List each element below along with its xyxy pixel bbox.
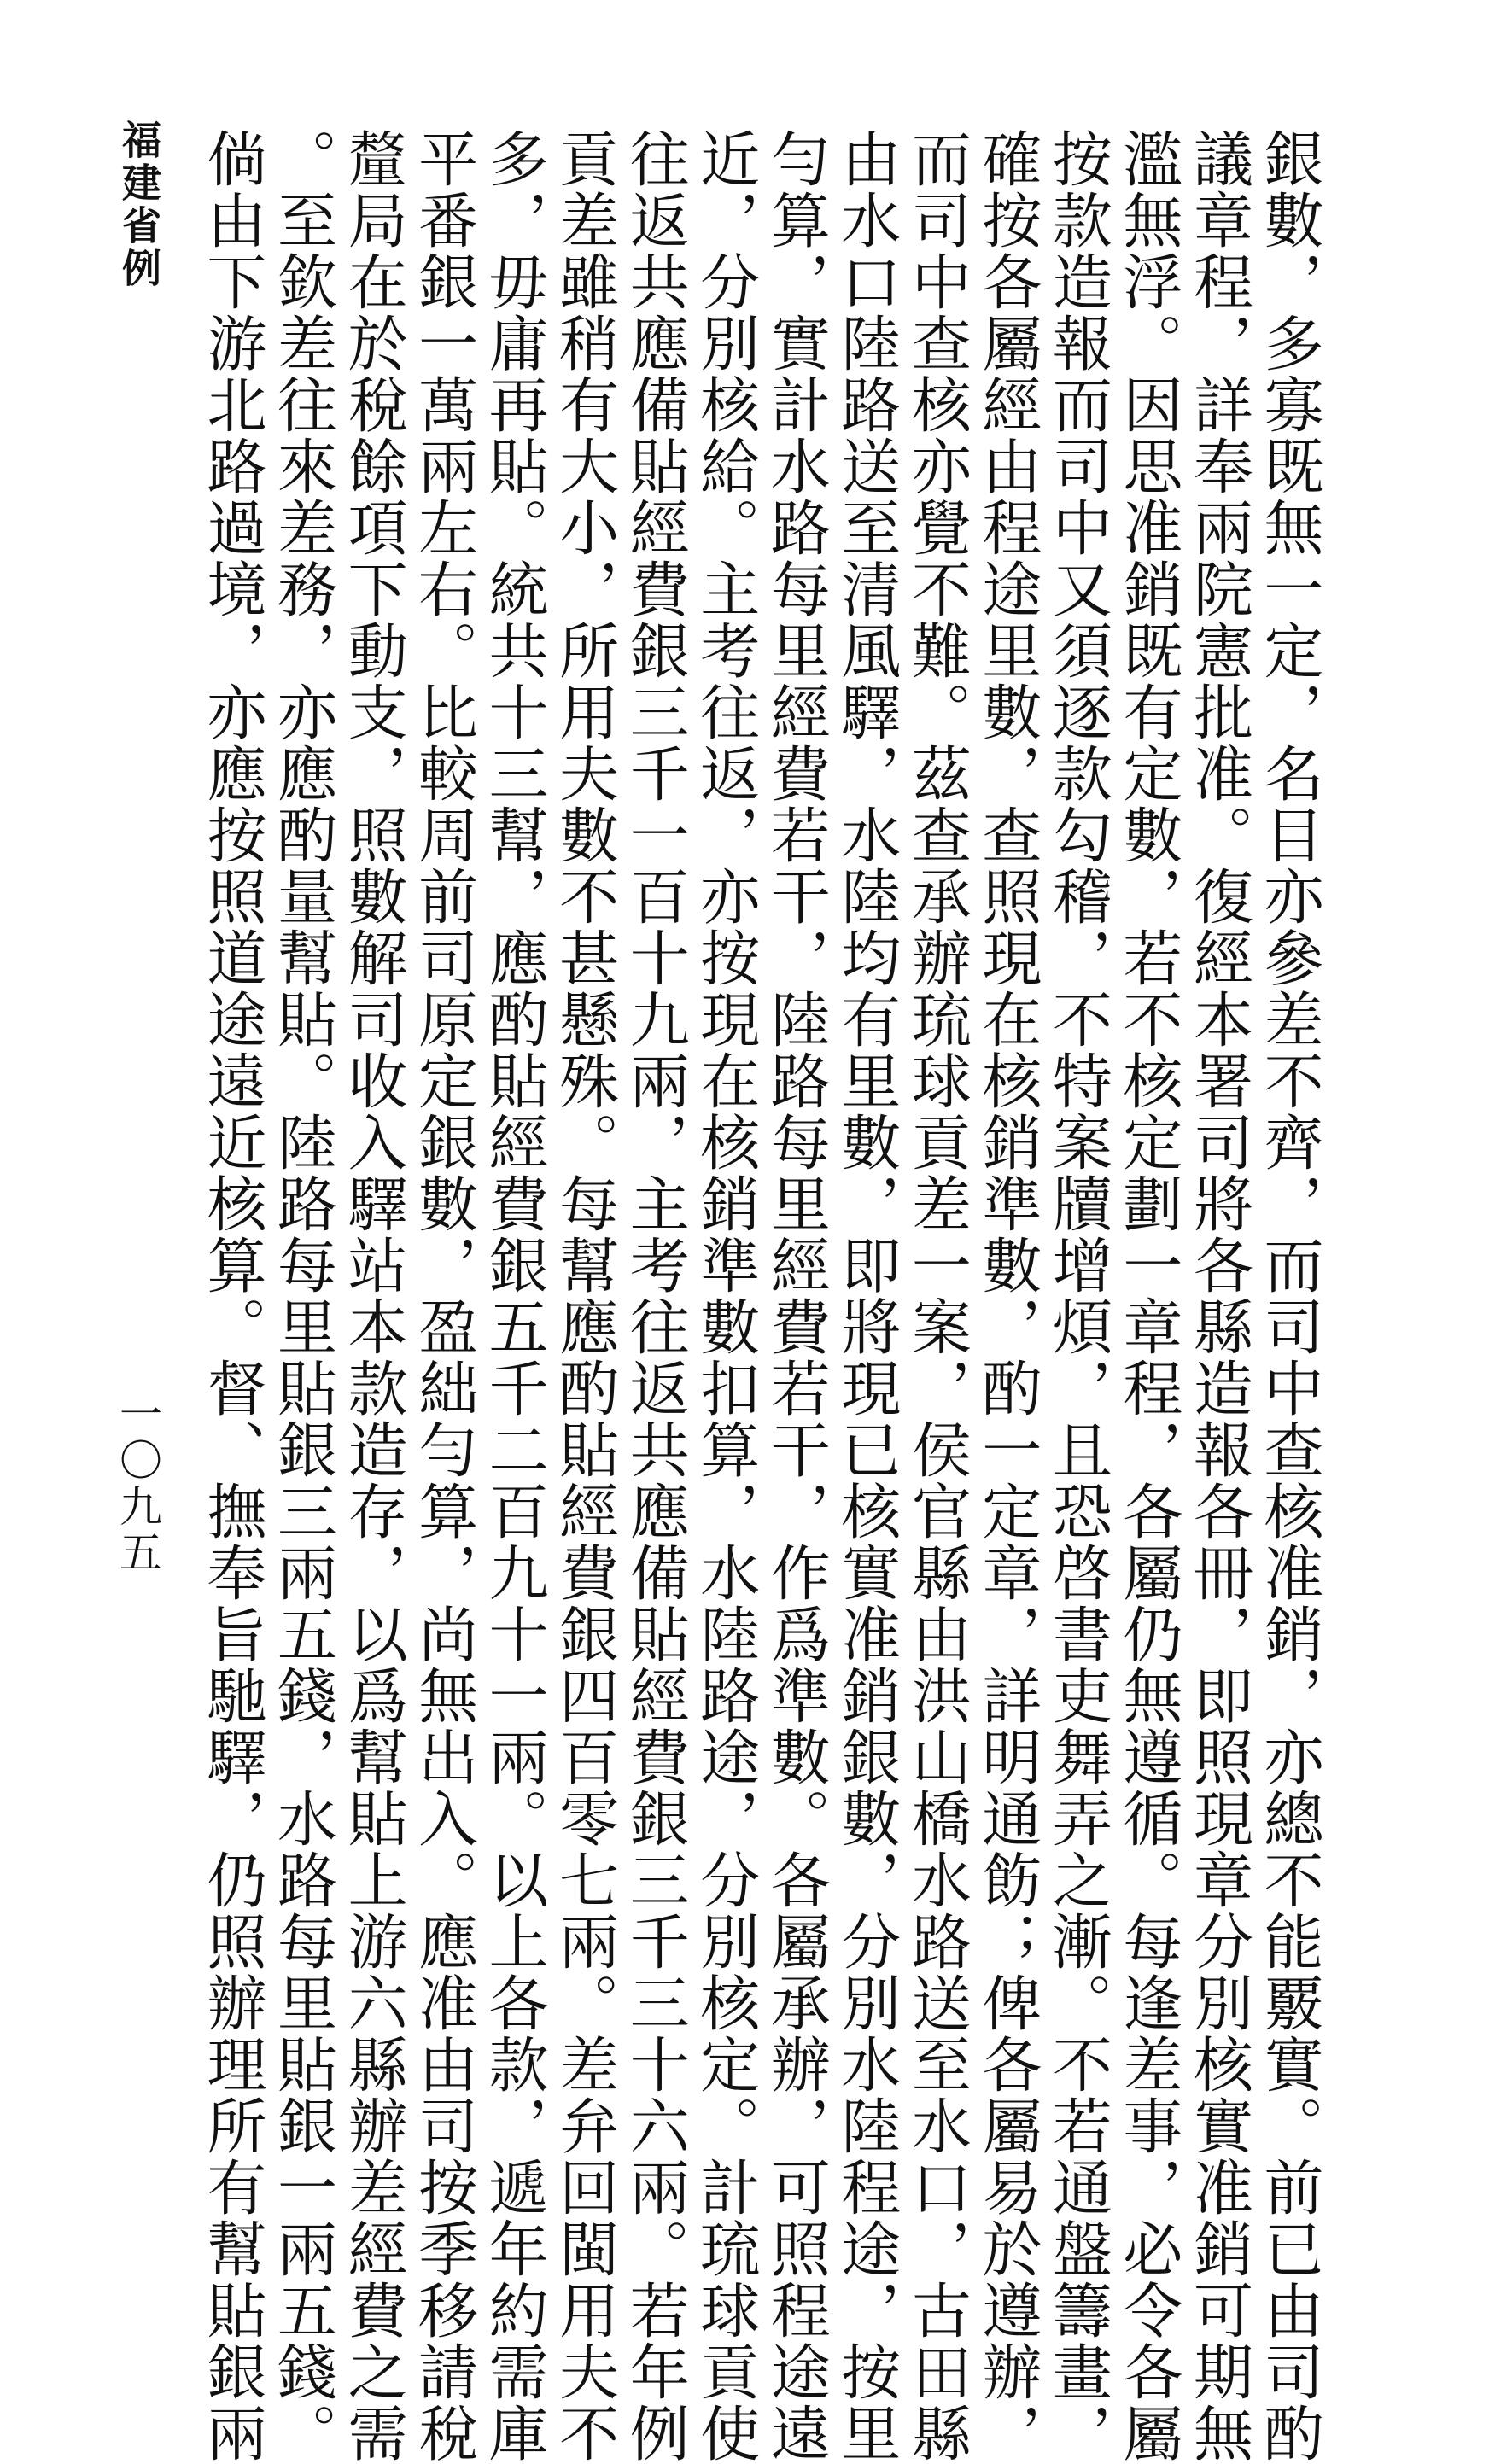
text-column: 倘由下游北路過境，亦應按照道途遠近核算。督、撫奉旨馳驛，仍照辦理所有幫貼銀兩 [197,128,267,2464]
body-text [197,128,1324,2464]
text-column: 濫無浮。因思准銷既有定數，若不核定劃一章程，各屬仍無遵循。每逢差事，必令各屬 [1112,128,1183,2464]
text-column: 。至欽差往來差務，亦應酌量幫貼。陸路每里貼銀三兩五錢，水路每里貼銀一兩五錢。 [267,128,338,2464]
text-column: 而司中查核亦覺不難。茲查承辦琉球貢差一案，侯官縣由洪山橋水路送至水口，古田縣 [902,128,972,2464]
text-column: 往返共應備貼經費銀三千一百十九兩，主考往返共應備貼經費銀三千三十六兩。若年例 [620,128,691,2464]
text-column: 貢差雖稍有大小，所用夫數不甚懸殊。每幫應酌貼經費銀四百零七兩。差弁回閩用夫不 [549,128,620,2464]
running-head: 福建省例 [116,120,162,290]
text-column: 多，毋庸再貼。統共十三幫，應酌貼經費銀五千二百九十一兩。以上各款，遞年約需庫 [479,128,550,2464]
text-column: 勻算，實計水路每里經費若干，陸路每里經費若干，作爲準數。各屬承辦，可照程途遠 [761,128,832,2464]
page-number: 一〇九五 [113,1392,162,1576]
text-column: 議章程，詳奉兩院憲批准。復經本署司將各縣造報各冊，即照現章分別核實准銷可期無 [1183,128,1254,2464]
text-column: 平番銀一萬兩左右。比較周前司原定銀數，盈絀勻算，尚無出入。應准由司按季移請稅 [408,128,479,2464]
text-column: 釐局在於稅餘項下動支，照數解司收入驛站本款造存，以爲幫貼上游六縣辦差經費之需 [338,128,409,2464]
text-column: 近，分別核給。主考往返，亦按現在核銷準數扣算，水陸路途，分別核定。計琉球貢使 [690,128,761,2464]
text-column: 由水口陸路送至清風驛，水陸均有里數，即將現已核實准銷銀數，分別水陸程途，按里 [831,128,902,2464]
text-column: 確按各屬經由程途里數，查照現在核銷準數，酌一定章，詳明通飭；俾各屬易於遵辦， [972,128,1042,2464]
text-column: 銀數，多寡既無一定，名目亦參差不齊，而司中查核准銷，亦總不能覈實。前已由司酌 [1253,128,1324,2464]
text-column: 按款造報而司中又須逐款勾稽，不特案牘增煩，且恐啓書吏舞弄之漸。不若通盤籌畫， [1042,128,1113,2464]
